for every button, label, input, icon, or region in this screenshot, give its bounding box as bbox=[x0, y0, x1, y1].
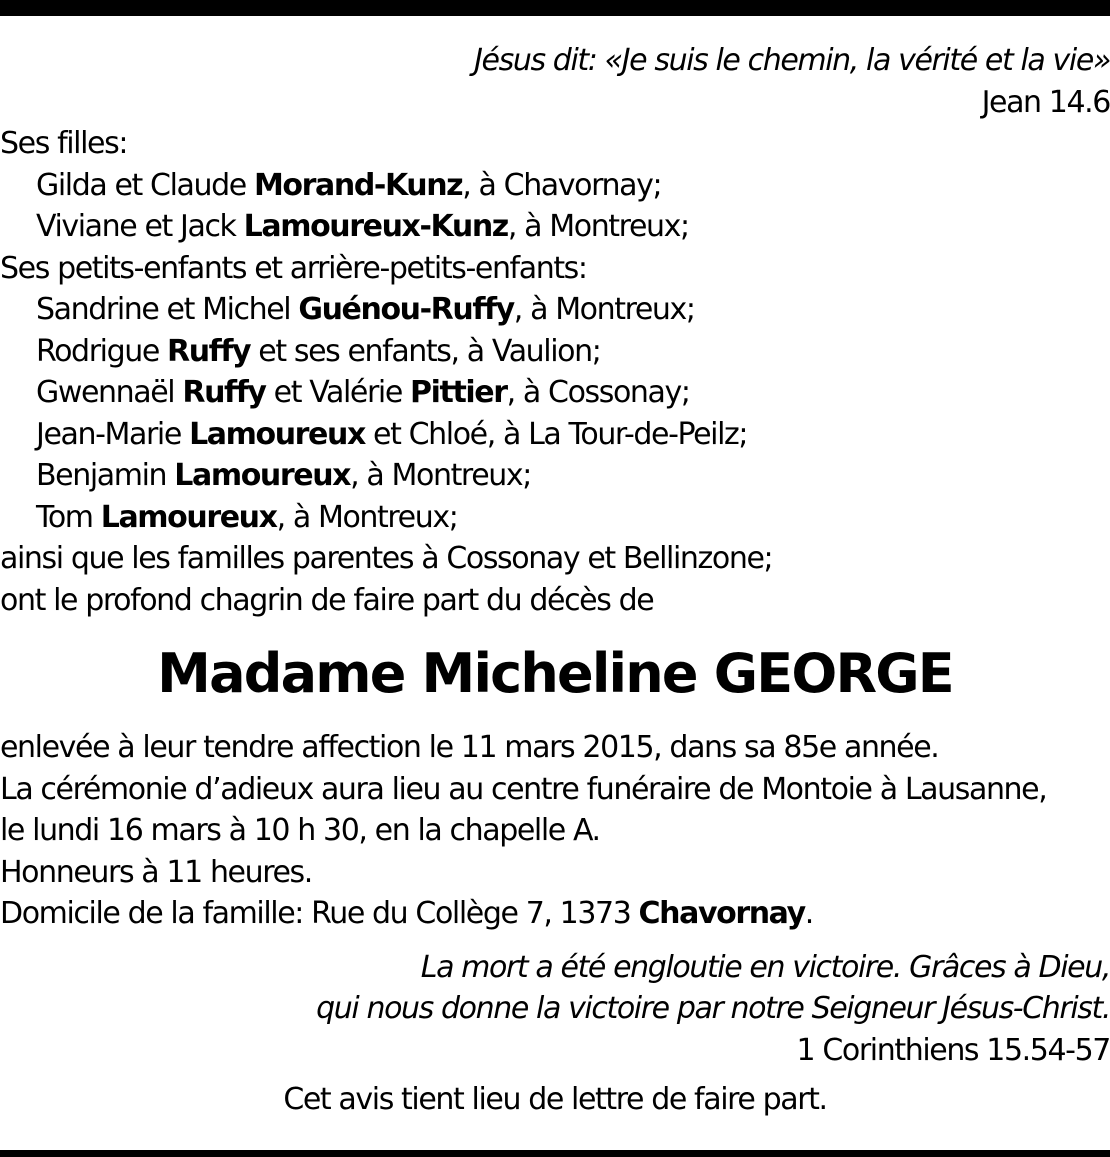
obituary-notice bbox=[0, 40, 1110, 1121]
epigraph-quote: Jésus dit: «Je suis le chemin, la vérité et la vie» bbox=[474, 43, 1110, 78]
grandchild-entry: Tom Lamoureux, à Montreux; bbox=[36, 499, 458, 535]
daughters-heading: Ses filles: bbox=[0, 126, 128, 161]
epigraph-reference: Jean 14.6 bbox=[981, 84, 1110, 120]
grandchild-entry: Jean-Marie Lamoureux et Chloé, à La Tour-de-Peilz; bbox=[36, 416, 748, 452]
grandchild-entry: Gwennaël Ruffy et Valérie Pittier, à Cossonay; bbox=[36, 375, 690, 410]
families-line: ainsi que les familles parentes à Cossonay et Bellinzone; bbox=[0, 541, 773, 576]
daughter-entry: Viviane et Jack Lamoureux-Kunz, à Montreux; bbox=[36, 209, 689, 244]
closing-quote-line: La mort a été engloutie en victoire. Grâces à Dieu, bbox=[420, 949, 1110, 985]
closing-quote-reference: 1 Corinthiens 15.54-57 bbox=[796, 1032, 1110, 1068]
deceased-name: Madame Micheline GEORGE bbox=[157, 642, 953, 705]
grandchild-entry: Benjamin Lamoureux, à Montreux; bbox=[36, 458, 531, 493]
domicile-line: Domicile de la famille: Rue du Collège 7, 1373 Chavornay. bbox=[0, 896, 813, 931]
grandchildren-heading: Ses petits-enfants et arrière-petits-enfants: bbox=[0, 250, 587, 286]
bottom-rule bbox=[0, 1150, 1110, 1157]
top-rule bbox=[0, 0, 1110, 16]
grandchild-entry: Rodrigue Ruffy et ses enfants, à Vaulion; bbox=[36, 333, 601, 369]
spacer bbox=[0, 1071, 1110, 1079]
announcement-line: ont le profond chagrin de faire part du décès de bbox=[0, 582, 654, 618]
details-line: enlevée à leur tendre affection le 11 mars 2015, dans sa 85e année. bbox=[0, 730, 939, 765]
closing-quote-line: qui nous donne la victoire par notre Seigneur Jésus-Christ. bbox=[316, 991, 1110, 1026]
honours-line: Honneurs à 11 heures. bbox=[0, 854, 312, 890]
ceremony-line: La cérémonie d’adieux aura lieu au centre funéraire de Montoie à Lausanne, bbox=[0, 771, 1047, 807]
grandchild-entry: Sandrine et Michel Guénou-Ruffy, à Montreux; bbox=[36, 292, 695, 327]
daughter-entry: Gilda et Claude Morand-Kunz, à Chavornay; bbox=[36, 167, 662, 203]
spacer bbox=[0, 935, 1110, 947]
footer-note: Cet avis tient lieu de lettre de faire part. bbox=[283, 1082, 827, 1117]
ceremony-date-line: le lundi 16 mars à 10 h 30, en la chapelle A. bbox=[0, 813, 600, 848]
